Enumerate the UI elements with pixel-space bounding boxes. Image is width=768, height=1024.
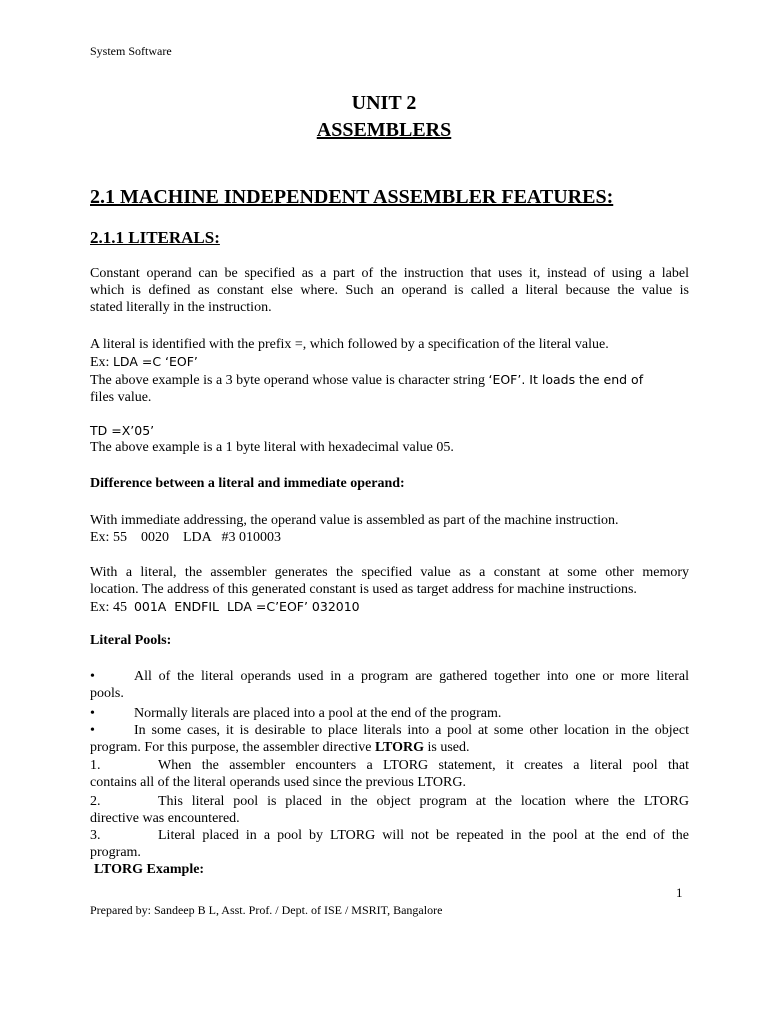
bullet-item-1 xyxy=(90,668,689,702)
bullet-glyph: • xyxy=(90,723,95,738)
text-fragment: In some cases, it is desirable to place literals into a pool at some other location in the object xyxy=(134,723,689,738)
text-line: A literal is identified with the prefix =, which followed by a specification of the literal value. xyxy=(90,337,609,352)
text-line: With a literal, the assembler generates the specified value as a constant at some other memory xyxy=(90,565,689,580)
text-line: The above example is a 1 byte literal with hexadecimal value 05. xyxy=(90,440,454,455)
text-line: files value. xyxy=(90,390,152,405)
bullet-glyph: • xyxy=(90,669,95,684)
text-fragment: program. For this purpose, the assembler directive xyxy=(90,740,375,755)
literals-intro-paragraph xyxy=(90,265,689,316)
page-number: 1 xyxy=(676,885,683,900)
code-snippet: TD =X’05’ xyxy=(90,423,155,438)
text-line xyxy=(90,757,689,774)
text-line: Constant operand can be specified as a part of the instruction that uses it, instead of using a label xyxy=(90,266,689,281)
literal-prefix-paragraph xyxy=(90,336,689,406)
example-line xyxy=(90,598,689,616)
literal-pools-heading: Literal Pools: xyxy=(90,633,172,648)
code-fragment: 001A ENDFIL LDA =C’EOF’ 032010 xyxy=(133,599,360,614)
text-fragment: All of the literal operands used in a program are gathered together into one or more literal xyxy=(134,669,689,684)
ltorg-example-heading: LTORG Example: xyxy=(94,862,205,877)
text-line xyxy=(90,668,689,685)
numbered-item-2 xyxy=(90,793,689,827)
text-line: which is defined as constant else where. Such an operand is called a literal because the value is xyxy=(90,283,689,298)
item-number: 3. xyxy=(90,828,101,843)
text-fragment: When the assembler encounters a LTORG statement, it creates a literal pool that xyxy=(158,758,689,773)
running-header: System Software xyxy=(90,44,172,58)
example-line xyxy=(90,353,689,371)
text-fragment: Literal placed in a pool by LTORG will not be repeated in the pool at the end of the xyxy=(158,828,689,843)
text-fragment: This literal pool is placed in the object program at the location where the LTORG xyxy=(158,794,689,809)
text-fragment: The above example is a 3 byte operand whose value is character string xyxy=(90,373,489,388)
bullet-glyph: • xyxy=(90,706,95,721)
text-line xyxy=(90,722,689,739)
immediate-paragraph xyxy=(90,512,689,546)
section-heading: 2.1 MACHINE INDEPENDENT ASSEMBLER FEATURES: xyxy=(90,186,614,208)
text-fragment: Normally literals are placed into a pool at the end of the program. xyxy=(134,706,502,721)
running-footer: Prepared by: Sandeep B L, Asst. Prof. / Dept. of ISE / MSRIT, Bangalore xyxy=(90,903,443,917)
text-line xyxy=(90,705,689,722)
example-label: Ex: 45 xyxy=(90,600,134,615)
text-line xyxy=(90,827,689,844)
text-fragment: is used. xyxy=(424,740,470,755)
code-fragment: ‘EOF’. It loads the end of xyxy=(488,372,644,387)
text-line: location. The address of this generated constant is used as target address for machine instructions. xyxy=(90,582,637,597)
text-line xyxy=(90,793,689,810)
numbered-item-3 xyxy=(90,827,689,861)
literal-address-paragraph xyxy=(90,564,689,616)
bullet-item-2 xyxy=(90,705,689,722)
difference-heading: Difference between a literal and immediate operand: xyxy=(90,476,405,491)
text-line: stated literally in the instruction. xyxy=(90,300,272,315)
bullet-item-3 xyxy=(90,722,689,756)
text-line: program. xyxy=(90,845,141,860)
directive-keyword: LTORG xyxy=(374,740,425,755)
hex-literal-paragraph xyxy=(90,422,689,456)
text-line xyxy=(90,371,689,389)
item-number: 2. xyxy=(90,794,101,809)
text-line: pools. xyxy=(90,686,124,701)
text-line: With immediate addressing, the operand value is assembled as part of the machine instruction. xyxy=(90,513,619,528)
unit-title-block xyxy=(0,90,768,144)
numbered-item-1 xyxy=(90,757,689,791)
example-line: Ex: 55 0020 LDA #3 010003 xyxy=(90,530,281,545)
text-line: directive was encountered. xyxy=(90,811,240,826)
text-line: contains all of the literal operands used since the previous LTORG. xyxy=(90,775,466,790)
text-line xyxy=(90,739,689,756)
subsection-heading: 2.1.1 LITERALS: xyxy=(90,228,220,247)
code-snippet: LDA =C ‘EOF’ xyxy=(112,354,198,369)
example-label: Ex: xyxy=(90,355,113,370)
unit-number: UNIT 2 xyxy=(351,92,417,114)
unit-subject: ASSEMBLERS xyxy=(316,119,452,141)
item-number: 1. xyxy=(90,758,101,773)
